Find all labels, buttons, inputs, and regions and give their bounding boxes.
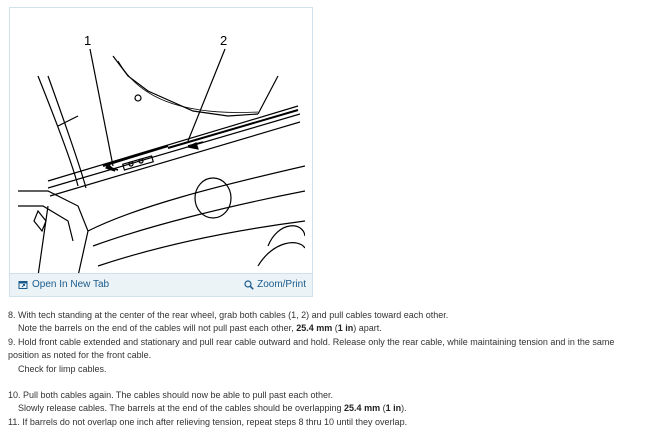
step-9: 9. Hold front cable extended and stationary and pull rear cable outward and hold. Release only the rear cable, while maintaining tension and in the same position as noted for the front cable. bbox=[8, 336, 615, 361]
step-8: 8. With tech standing at the center of the rear wheel, grab both cables (1, 2) and pull cables toward each other. bbox=[8, 310, 449, 320]
zoom-print-link[interactable] bbox=[244, 279, 306, 290]
measurement-mm: 25.4 mm bbox=[296, 323, 333, 334]
figure-toolbar bbox=[10, 273, 312, 296]
open-new-tab-link[interactable] bbox=[18, 279, 109, 290]
new-tab-icon bbox=[18, 280, 28, 290]
step-10-note: Slowly release cables. The barrels at the end of the cables should be overlapping 25.4 mm (1 in). bbox=[18, 403, 407, 414]
callout-2: 2 bbox=[220, 33, 228, 48]
measurement-in: 1 in bbox=[385, 403, 402, 414]
step-9-note: Check for limp cables. bbox=[18, 363, 107, 374]
zoom-print-label: Zoom/Print bbox=[257, 279, 306, 290]
step-10: 10. Pull both cables again. The cables should now be able to pull past each other. bbox=[8, 390, 334, 401]
magnifier-icon bbox=[244, 280, 254, 290]
cable-diagram-drawing bbox=[18, 16, 305, 276]
open-new-tab-label: Open In New Tab bbox=[32, 279, 110, 290]
procedure-steps bbox=[8, 309, 644, 429]
step-8-note: Note the barrels on the end of the cables will not pull past each other, 25.4 mm (1 in) apart. bbox=[18, 323, 382, 334]
cable-diagram[interactable] bbox=[18, 16, 305, 276]
measurement-mm: 25.4 mm bbox=[344, 403, 381, 414]
measurement-in: 1 in bbox=[337, 323, 354, 334]
figure-container bbox=[9, 7, 313, 297]
callout-1: 1 bbox=[84, 33, 92, 48]
step-11: 11. If barrels do not overlap one inch after relieving tension, repeat steps 8 thru 10 until they overlap. bbox=[8, 416, 408, 427]
